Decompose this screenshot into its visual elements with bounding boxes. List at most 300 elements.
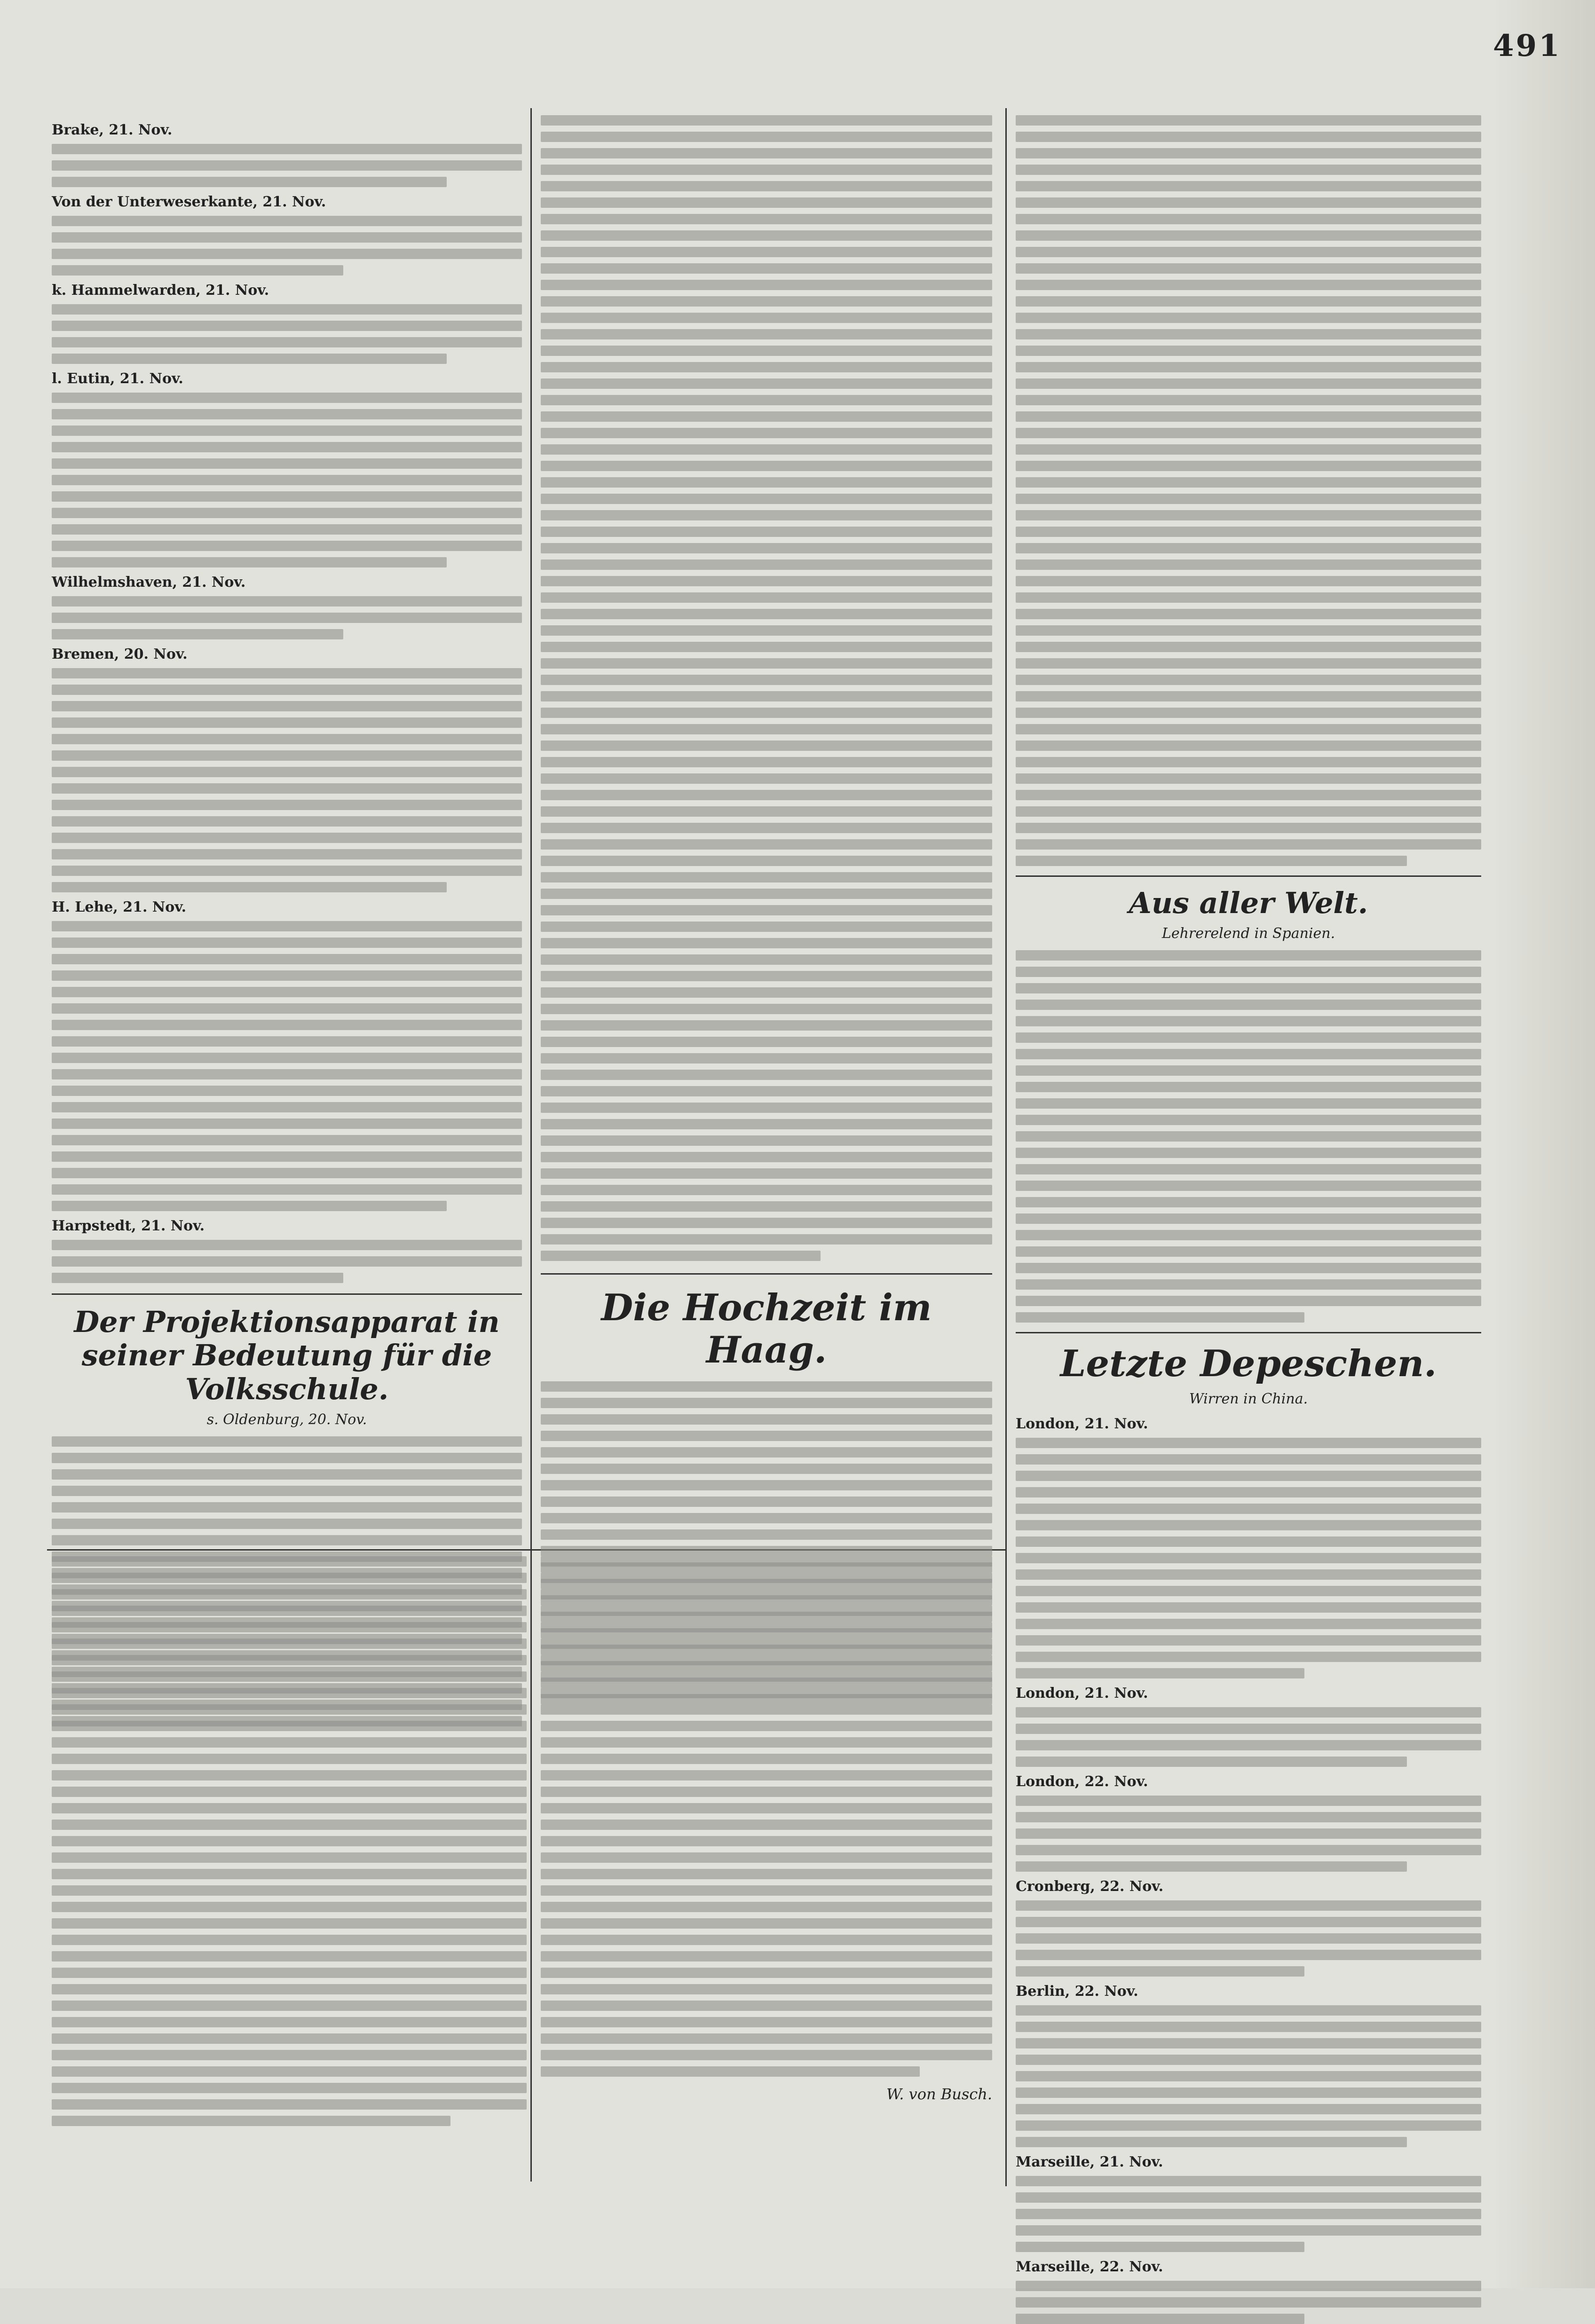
text-line bbox=[541, 889, 992, 899]
dateline: London, 21. Nov. bbox=[1016, 1685, 1148, 1702]
text-line bbox=[541, 2001, 992, 2011]
article-body bbox=[1016, 1438, 1481, 1678]
section-rule bbox=[52, 1293, 522, 1295]
text-line bbox=[52, 2017, 527, 2027]
text-line bbox=[541, 115, 992, 126]
text-line bbox=[52, 2050, 527, 2060]
text-line bbox=[52, 2001, 527, 2011]
text-line bbox=[541, 527, 992, 537]
text-line bbox=[52, 613, 522, 623]
text-line bbox=[541, 1431, 992, 1441]
dateline: Marseille, 21. Nov. bbox=[1016, 2153, 1163, 2170]
text-line bbox=[541, 1480, 992, 1490]
text-line bbox=[541, 1513, 992, 1523]
text-line bbox=[541, 1836, 992, 1846]
dateline: k. Hammelwarden, 21. Nov. bbox=[52, 282, 269, 299]
text-line bbox=[52, 800, 522, 810]
page-edge-shadow bbox=[1492, 0, 1595, 2288]
article-body bbox=[52, 144, 522, 187]
text-line bbox=[541, 197, 992, 208]
text-line bbox=[52, 1256, 522, 1267]
text-line bbox=[541, 1447, 992, 1457]
text-line bbox=[1016, 1230, 1481, 1240]
article-body bbox=[52, 668, 522, 892]
text-line bbox=[541, 856, 992, 866]
section-title: Aus aller Welt. bbox=[1129, 886, 1368, 920]
text-line bbox=[1016, 494, 1481, 504]
text-line bbox=[541, 839, 992, 850]
text-line bbox=[1016, 691, 1481, 701]
text-line bbox=[52, 1535, 522, 1545]
text-line bbox=[1016, 296, 1481, 307]
text-line bbox=[52, 2116, 450, 2126]
text-line bbox=[541, 1803, 992, 1813]
text-line bbox=[541, 1820, 992, 1830]
text-line bbox=[541, 987, 992, 998]
text-line bbox=[52, 1639, 527, 1649]
text-line bbox=[52, 1655, 527, 1665]
text-line bbox=[1016, 658, 1481, 669]
article-body bbox=[1016, 1796, 1481, 1872]
text-line bbox=[52, 882, 447, 892]
text-line bbox=[541, 1935, 992, 1945]
text-line bbox=[541, 1251, 821, 1261]
text-line bbox=[1016, 2088, 1481, 2098]
text-line bbox=[52, 1486, 522, 1496]
text-line bbox=[1016, 527, 1481, 537]
text-line bbox=[1016, 2120, 1481, 2131]
text-line bbox=[1016, 1098, 1481, 1109]
text-line bbox=[1016, 839, 1481, 850]
text-line bbox=[541, 823, 992, 833]
text-line bbox=[541, 2033, 992, 2044]
text-line bbox=[541, 938, 992, 948]
article-body bbox=[1016, 1707, 1481, 1767]
text-line bbox=[52, 1119, 522, 1129]
text-line bbox=[52, 1086, 522, 1096]
text-line bbox=[1016, 1487, 1481, 1497]
text-line bbox=[541, 1737, 992, 1748]
text-line bbox=[541, 1135, 992, 1146]
text-line bbox=[541, 1671, 992, 1682]
text-line bbox=[541, 1020, 992, 1031]
text-line bbox=[52, 937, 522, 948]
dateline: Marseille, 22. Nov. bbox=[1016, 2258, 1163, 2275]
text-line bbox=[1016, 1569, 1481, 1580]
text-line bbox=[52, 1688, 527, 1698]
dateline: H. Lehe, 21. Nov. bbox=[52, 899, 187, 915]
text-line bbox=[52, 1737, 527, 1748]
section-rule bbox=[541, 1273, 992, 1275]
text-line bbox=[541, 1004, 992, 1014]
text-line bbox=[1016, 2192, 1481, 2203]
text-line bbox=[1016, 214, 1481, 224]
text-line bbox=[541, 1070, 992, 1080]
text-line bbox=[541, 1234, 992, 1245]
text-line bbox=[1016, 2104, 1481, 2114]
text-line bbox=[52, 1671, 527, 1682]
text-line bbox=[52, 668, 522, 678]
text-line bbox=[52, 1606, 527, 1616]
page-number: 491 bbox=[1493, 28, 1562, 63]
text-line bbox=[52, 1069, 522, 1079]
text-line bbox=[541, 642, 992, 652]
text-line bbox=[52, 1573, 527, 1583]
text-line bbox=[52, 1453, 522, 1463]
text-line bbox=[541, 576, 992, 586]
text-line bbox=[1016, 1471, 1481, 1481]
text-line bbox=[1016, 378, 1481, 389]
text-line bbox=[52, 1754, 527, 1764]
text-line bbox=[52, 1852, 527, 1863]
text-line bbox=[541, 1119, 992, 1129]
text-line bbox=[1016, 1707, 1481, 1717]
text-line bbox=[541, 1529, 992, 1540]
text-line bbox=[541, 1168, 992, 1179]
text-line bbox=[52, 425, 522, 436]
text-line bbox=[1016, 1246, 1481, 1257]
text-line bbox=[1016, 1213, 1481, 1224]
text-line bbox=[541, 1721, 992, 1731]
text-line bbox=[1016, 197, 1481, 208]
text-line bbox=[541, 922, 992, 932]
text-line bbox=[52, 750, 522, 761]
text-line bbox=[541, 1573, 992, 1583]
text-line bbox=[1016, 477, 1481, 488]
text-line bbox=[1016, 1619, 1481, 1629]
text-line bbox=[52, 1918, 527, 1929]
text-line bbox=[1016, 1668, 1304, 1678]
text-line bbox=[541, 2066, 920, 2077]
text-line bbox=[52, 491, 522, 502]
text-line bbox=[52, 833, 522, 843]
text-line bbox=[1016, 1148, 1481, 1158]
text-line bbox=[541, 444, 992, 455]
article-dateline: s. Oldenburg, 20. Nov. bbox=[206, 1411, 367, 1428]
article-body bbox=[52, 304, 522, 364]
text-line bbox=[541, 1053, 992, 1064]
text-line bbox=[541, 1414, 992, 1425]
text-line bbox=[52, 1935, 527, 1945]
text-line bbox=[1016, 1263, 1481, 1273]
text-line bbox=[1016, 1049, 1481, 1059]
text-line bbox=[52, 701, 522, 711]
text-line bbox=[1016, 2209, 1481, 2219]
text-line bbox=[541, 362, 992, 372]
text-line bbox=[52, 265, 343, 276]
text-line bbox=[52, 304, 522, 315]
text-line bbox=[1016, 1197, 1481, 1207]
text-line bbox=[1016, 1966, 1304, 1977]
text-line bbox=[1016, 1438, 1481, 1448]
text-line bbox=[541, 1185, 992, 1195]
text-line bbox=[541, 609, 992, 619]
dateline: London, 21. Nov. bbox=[1016, 1415, 1148, 1432]
text-line bbox=[52, 1036, 522, 1047]
text-line bbox=[541, 1556, 992, 1567]
text-line bbox=[52, 508, 522, 518]
text-line bbox=[541, 724, 992, 734]
text-line bbox=[541, 1869, 992, 1879]
text-line bbox=[52, 1820, 527, 1830]
text-line bbox=[52, 1556, 527, 1567]
text-line bbox=[541, 1885, 992, 1896]
text-line bbox=[1016, 823, 1481, 833]
text-line bbox=[541, 757, 992, 767]
text-line bbox=[52, 1885, 527, 1896]
text-line bbox=[1016, 1757, 1407, 1767]
text-line bbox=[52, 232, 522, 243]
text-line bbox=[541, 230, 992, 241]
text-line bbox=[1016, 1740, 1481, 1750]
text-line bbox=[1016, 1900, 1481, 1911]
text-line bbox=[1016, 1520, 1481, 1530]
text-line bbox=[1016, 559, 1481, 570]
text-line bbox=[1016, 983, 1481, 993]
text-line bbox=[52, 2033, 527, 2044]
text-line bbox=[1016, 428, 1481, 438]
text-line bbox=[541, 148, 992, 158]
text-line bbox=[52, 954, 522, 964]
text-line bbox=[1016, 2297, 1481, 2308]
text-line bbox=[541, 543, 992, 553]
text-line bbox=[52, 2066, 527, 2077]
text-line bbox=[541, 658, 992, 669]
text-line bbox=[52, 216, 522, 226]
text-line bbox=[1016, 1828, 1481, 1839]
text-line bbox=[52, 1589, 527, 1599]
text-line bbox=[1016, 1861, 1407, 1872]
text-line bbox=[541, 1902, 992, 1912]
text-line bbox=[541, 181, 992, 191]
column-1 bbox=[52, 115, 522, 1554]
text-line bbox=[52, 1787, 527, 1797]
text-line bbox=[52, 1151, 522, 1162]
text-line bbox=[1016, 132, 1481, 142]
text-line bbox=[1016, 165, 1481, 175]
text-line bbox=[1016, 115, 1481, 126]
text-line bbox=[1016, 642, 1481, 652]
text-line bbox=[1016, 1296, 1481, 1306]
text-line bbox=[52, 1469, 522, 1480]
text-line bbox=[1016, 510, 1481, 520]
text-line bbox=[541, 675, 992, 685]
text-line bbox=[52, 144, 522, 154]
text-line bbox=[52, 321, 522, 331]
text-line bbox=[541, 296, 992, 307]
text-line bbox=[1016, 576, 1481, 586]
text-line bbox=[541, 510, 992, 520]
text-line bbox=[1016, 1279, 1481, 1290]
text-line bbox=[541, 1622, 992, 1632]
text-line bbox=[541, 494, 992, 504]
section-subhead: Wirren in China. bbox=[1189, 1390, 1308, 1407]
text-line bbox=[52, 2099, 527, 2110]
text-line bbox=[541, 1103, 992, 1113]
text-line bbox=[541, 1086, 992, 1096]
article-body bbox=[52, 921, 522, 1211]
text-line bbox=[52, 1273, 343, 1283]
text-line bbox=[541, 395, 992, 405]
text-line bbox=[1016, 806, 1481, 817]
text-line bbox=[541, 592, 992, 603]
text-line bbox=[52, 921, 522, 931]
text-line bbox=[1016, 230, 1481, 241]
text-line bbox=[1016, 1454, 1481, 1465]
text-line bbox=[541, 280, 992, 290]
text-line bbox=[1016, 2022, 1481, 2032]
text-line bbox=[1016, 773, 1481, 784]
text-line bbox=[541, 329, 992, 339]
article-body bbox=[52, 393, 522, 567]
text-line bbox=[541, 625, 992, 636]
text-line bbox=[52, 1240, 522, 1250]
text-line bbox=[52, 1951, 527, 1962]
text-line bbox=[1016, 461, 1481, 471]
article-body bbox=[52, 1556, 527, 2126]
text-line bbox=[541, 2017, 992, 2027]
article-body bbox=[1016, 1900, 1481, 1977]
dateline: Wilhelmshaven, 21. Nov. bbox=[52, 574, 246, 591]
dateline: Cronberg, 22. Nov. bbox=[1016, 1878, 1164, 1895]
text-line bbox=[1016, 411, 1481, 422]
text-line bbox=[1016, 950, 1481, 961]
text-line bbox=[1016, 1652, 1481, 1662]
text-line bbox=[52, 442, 522, 452]
text-line bbox=[52, 1770, 527, 1780]
dateline: London, 22. Nov. bbox=[1016, 1773, 1148, 1790]
section-title: Letzte Depeschen. bbox=[1060, 1342, 1437, 1386]
article-body bbox=[541, 115, 992, 1261]
text-line bbox=[1016, 1131, 1481, 1142]
text-line bbox=[1016, 148, 1481, 158]
author-signature: W. von Busch. bbox=[886, 2085, 992, 2103]
text-line bbox=[1016, 609, 1481, 619]
text-line bbox=[541, 2050, 992, 2060]
text-line bbox=[541, 1754, 992, 1764]
text-line bbox=[52, 1502, 522, 1513]
text-line bbox=[52, 1168, 522, 1178]
text-line bbox=[1016, 2242, 1304, 2252]
article-body bbox=[52, 1240, 522, 1283]
text-line bbox=[1016, 1950, 1481, 1960]
section-subhead: Lehrerelend in Spanien. bbox=[1161, 925, 1335, 942]
text-line bbox=[541, 971, 992, 981]
text-line bbox=[541, 905, 992, 915]
text-line bbox=[541, 806, 992, 817]
text-line bbox=[52, 1721, 527, 1731]
text-line bbox=[1016, 2176, 1481, 2186]
text-line bbox=[1016, 1796, 1481, 1806]
text-line bbox=[541, 1688, 992, 1698]
text-line bbox=[1016, 263, 1481, 274]
text-line bbox=[1016, 362, 1481, 372]
text-line bbox=[1016, 2314, 1304, 2324]
text-line bbox=[541, 708, 992, 718]
text-line bbox=[1016, 1312, 1304, 1323]
text-line bbox=[541, 1152, 992, 1162]
text-line bbox=[1016, 543, 1481, 553]
text-line bbox=[1016, 1812, 1481, 1822]
text-line bbox=[541, 1201, 992, 1212]
text-line bbox=[1016, 757, 1481, 767]
text-line bbox=[52, 1053, 522, 1063]
article-body bbox=[541, 1556, 992, 2077]
text-line bbox=[52, 1436, 522, 1447]
text-line bbox=[1016, 675, 1481, 685]
text-line bbox=[52, 1704, 527, 1715]
text-line bbox=[52, 1968, 527, 1978]
text-line bbox=[1016, 2005, 1481, 2016]
text-line bbox=[541, 1787, 992, 1797]
text-line bbox=[1016, 2055, 1481, 2065]
text-line bbox=[1016, 2038, 1481, 2048]
text-line bbox=[541, 1546, 992, 1556]
text-line bbox=[52, 2083, 527, 2093]
text-line bbox=[1016, 1917, 1481, 1927]
text-line bbox=[52, 1135, 522, 1145]
text-line bbox=[1016, 708, 1481, 718]
text-line bbox=[1016, 1164, 1481, 1174]
section-rule bbox=[1016, 1332, 1481, 1333]
text-line bbox=[1016, 1553, 1481, 1563]
article-headline: Der Projektionsapparat in seiner Bedeutung für die Volksschule. bbox=[74, 1305, 500, 1406]
text-line bbox=[52, 1020, 522, 1030]
continuation-column-2 bbox=[541, 1556, 992, 2182]
text-line bbox=[52, 1201, 447, 1211]
text-line bbox=[52, 1519, 522, 1529]
text-line bbox=[541, 773, 992, 784]
text-line bbox=[52, 1984, 527, 1994]
text-line bbox=[52, 866, 522, 876]
text-line bbox=[541, 378, 992, 389]
text-line bbox=[541, 313, 992, 323]
column-3 bbox=[1016, 115, 1481, 2275]
text-line bbox=[52, 458, 522, 469]
article-body bbox=[52, 596, 522, 639]
text-line bbox=[541, 1381, 992, 1392]
text-line bbox=[1016, 247, 1481, 257]
text-line bbox=[541, 1639, 992, 1649]
text-line bbox=[541, 1398, 992, 1408]
text-line bbox=[52, 1803, 527, 1813]
article-body bbox=[1016, 2176, 1481, 2252]
text-line bbox=[541, 1770, 992, 1780]
text-line bbox=[52, 409, 522, 419]
text-line bbox=[1016, 2281, 1481, 2291]
text-line bbox=[52, 1102, 522, 1112]
text-line bbox=[541, 1704, 992, 1715]
text-line bbox=[541, 428, 992, 438]
text-line bbox=[541, 1968, 992, 1978]
text-line bbox=[541, 1852, 992, 1863]
text-line bbox=[1016, 1016, 1481, 1026]
dateline: l. Eutin, 21. Nov. bbox=[52, 370, 183, 387]
article-body bbox=[1016, 950, 1481, 1323]
text-line bbox=[1016, 2071, 1481, 2081]
text-line bbox=[1016, 280, 1481, 290]
dateline: Brake, 21. Nov. bbox=[52, 122, 173, 138]
text-line bbox=[52, 557, 447, 567]
text-line bbox=[1016, 181, 1481, 191]
text-line bbox=[1016, 313, 1481, 323]
text-line bbox=[541, 559, 992, 570]
text-line bbox=[1016, 1065, 1481, 1076]
text-line bbox=[52, 767, 522, 777]
text-line bbox=[541, 790, 992, 800]
text-line bbox=[541, 1497, 992, 1507]
text-line bbox=[541, 954, 992, 965]
